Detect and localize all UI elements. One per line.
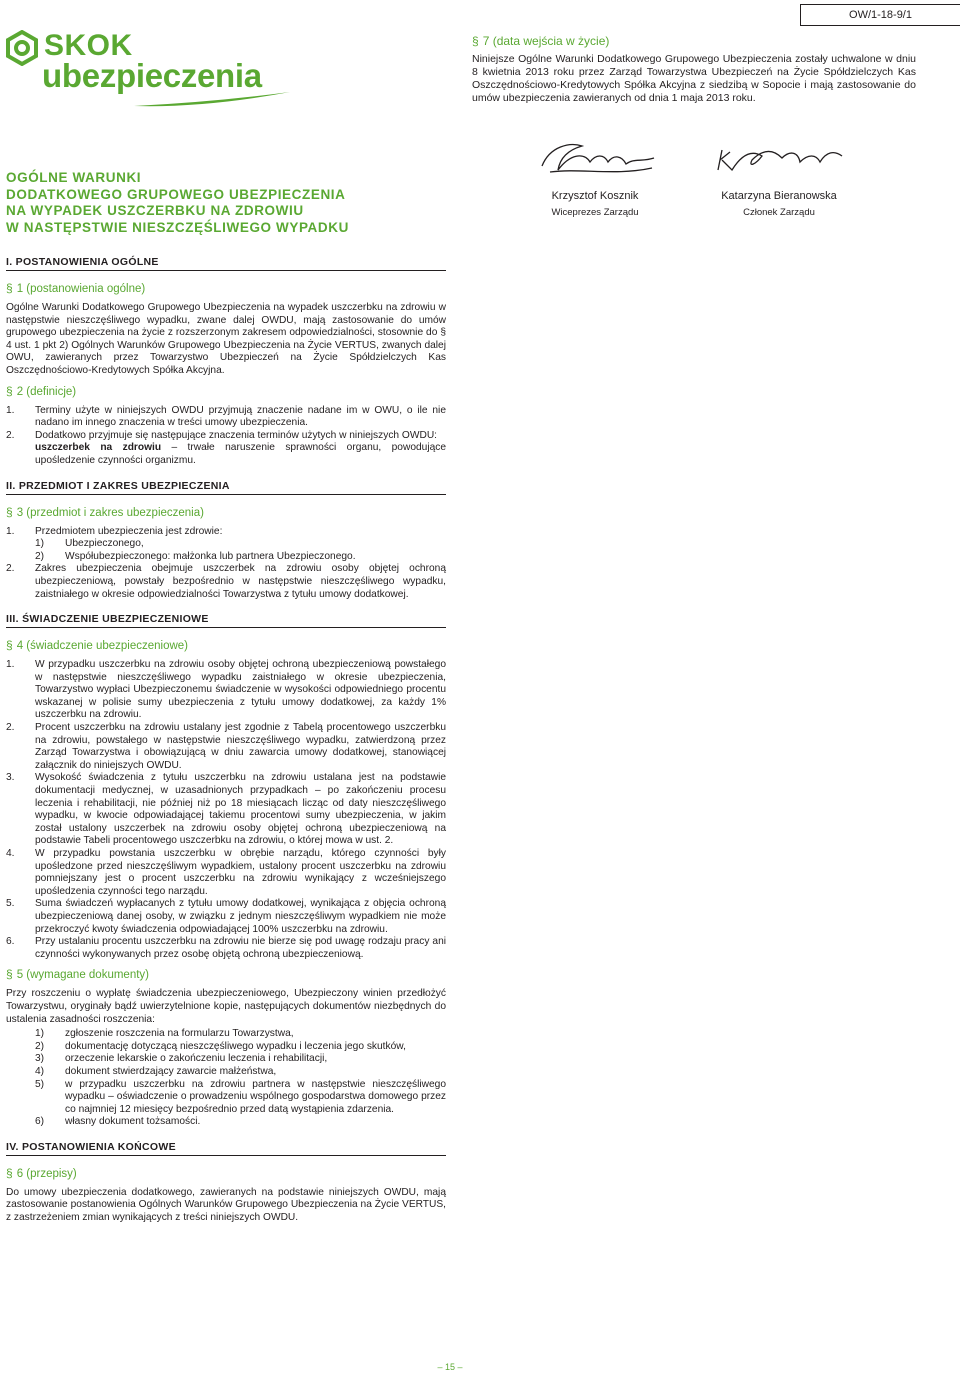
list-item: 3. Wysokość świadczenia z tytułu uszczerbku na zdrowiu ustalana jest na podstawie dokumentacji medycznej, w uzasadnionych przypadkach – po zakończeniu procesu leczenia i rehabilitacji, nie później niż po 18 miesiącach licząc od daty nieszczęśliwego wypadku, w kwocie odpowiadającej takiemu procentowi sumy ubezpieczenia, w jakim został ustalony uszczerbek na zdrowiu osoby objętej ochroną ubezpieczeniową na podstawie Tabeli procentowego uszczerbku na zdrowiu, o której mowa w ust. 2.	[6, 772, 446, 847]
list-item: 2) dokumentację dotyczącą nieszczęśliwego wypadku i leczenia jego skutków,	[35, 1040, 406, 1052]
signature-icon	[712, 136, 846, 184]
defined-term: uszczerbek na zdrowiu	[35, 442, 162, 454]
paragraph-title: 5 (wymagane dokumenty)	[16, 969, 149, 982]
list-item: 4. W przypadku powstania uszczerbku w obrębie narządu, którego czynności były upośledzone przed nieszczęśliwym wypadkiem, ustalony procent uszczerbku na zdrowiu pomniejszany jest o procent uszczerbku na zdrowiu wynikający z wcześniejszego upośledzenia czynności tego narządu.	[6, 848, 446, 897]
document-title-line: OGÓLNE WARUNKI	[6, 170, 142, 185]
numbered-list	[6, 526, 446, 539]
company-logo	[4, 30, 294, 120]
document-title-line: W NASTĘPSTWIE NIESZCZĘŚLIWEGO WYPADKU	[6, 219, 349, 235]
document-code: OW/1-18-9/1	[800, 4, 960, 26]
section-sign-icon: §	[6, 1165, 13, 1180]
sub-list	[6, 1028, 446, 1129]
intro-title: 7 (data wejścia w życie)	[482, 34, 610, 48]
signature-block	[530, 136, 660, 219]
intro-text: Niniejsze Ogólne Warunki Dodatkowego Grupowego Ubezpieczenia zostały uchwalone w dniu 8 kwietnia 2013 roku przez Zarząd Towarzystwa Ubezpieczeń na Życie Spółdzielczych Kas Oszczędnościowo-Kredytowych Spółka Akcyjna z siedzibą w Sopocie i mają zastosowanie do umów ubezpieczenia zawieranych od dnia 1 maja 2013 roku.	[472, 53, 916, 104]
list-item: 5. Suma świadczeń wypłacanych z tytułu umowy dodatkowej, wynikająca z objęcia ochroną ubezpieczeniową danej osoby, w związku z jednym nieszczęśliwym wypadkiem nie może przekroczyć kwoty świadczenia odpowiadającej 100% uszczerbku na zdrowiu.	[6, 898, 446, 935]
list-item: 1) zgłoszenie roszczenia na formularzu Towarzystwa,	[35, 1028, 294, 1040]
list-item: 2. Procent uszczerbku na zdrowiu ustalany jest zgodnie z Tabelą procentowego uszczerbku na zdrowiu, powstałego w następstwie nieszczęśliwego wypadku, zatwierdzoną przez Zarząd Towarzystwa i obowiązującą w dniu zawarcia umowy dodatkowej, stanowiącej załącznik do niniejszych OWDU.	[6, 722, 446, 771]
numbered-list	[6, 659, 446, 961]
paragraph-text: Do umowy ubezpieczenia dodatkowego, zawieranych na podstawie niniejszych OWDU, mają zastosowanie postanowienia Ogólnych Warunków Grupowego Ubezpieczenia na Życie VERTUS, z zastrzeżeniem zmian wynikających z treści niniejszych OWDU.	[6, 1186, 446, 1224]
logo-skok-text: SKOK	[44, 29, 133, 62]
section-sign-icon: §	[6, 383, 13, 398]
list-item: 1. W przypadku uszczerbku na zdrowiu osoby objętej ochroną ubezpieczeniową powstałego w następstwie nieszczęśliwego wypadku zaistniałego w okresie ubezpieczenia, Towarzystwo wypłaci Ubezpieczonemu świadczenie w wysokości odpowiedniego procentu wskazanej w polisie sumy ubezpieczenia z tytułu umowy dodatkowej, za każdy 1% uszczerbku na zdrowiu.	[6, 659, 446, 721]
section-sign-icon: §	[6, 504, 13, 519]
document-title-line: DODATKOWEGO GRUPOWEGO UBEZPIECZENIA	[6, 186, 346, 202]
section-heading: III. ŚWIADCZENIE UBEZPIECZENIOWE	[6, 613, 446, 628]
numbered-list	[6, 405, 446, 468]
section-sign-icon: §	[6, 638, 13, 653]
paragraph-text: Przy roszczeniu o wypłatę świadczenia ubezpieczeniowego, Ubezpieczony winien przedłożyć Towarzystwu, oryginały bądź uwierzytelnione kopie, następujących dokumentów niezbędnych do ustalenia zasadności roszczenia:	[6, 988, 446, 1025]
main-content	[6, 256, 446, 1225]
paragraph-title: 4 (świadczenie ubezpieczeniowe)	[16, 640, 189, 653]
list-item: 4) dokument stwierdzający zawarcie małżeństwa,	[35, 1065, 277, 1077]
section-heading: I. POSTANOWIENIA OGÓLNE	[6, 256, 446, 271]
signature-icon	[530, 136, 660, 184]
sub-list	[6, 538, 446, 563]
list-item: 6. Przy ustalaniu procentu uszczerbku na zdrowiu nie bierze się pod uwagę rodzaju pracy ani czynności wykonywanych przez osobę objętą ochroną ubezpieczeniową.	[6, 936, 446, 960]
list-item: 1. Terminy użyte w niniejszych OWDU przyjmują znaczenie nadane im w OWU, o ile nie nadano im innego znaczenia w treści umowy ubezpieczenia.	[6, 404, 446, 429]
list-item: 1. Przedmiotem ubezpieczenia jest zdrowie:	[6, 525, 223, 537]
logo-ubezpieczenia-text: ubezpieczenia	[42, 57, 262, 94]
logo-emblem-icon	[4, 30, 40, 66]
list-item: 3) orzeczenie lekarskie o zakończeniu leczenia i rehabilitacji,	[35, 1053, 328, 1065]
numbered-list	[6, 563, 446, 601]
list-item: 2. Dodatkowo przyjmuje się następujące znaczenia terminów użytych w niniejszych OWDU: uszczerbek na zdrowiu – trwałe naruszenie sprawności organu, powodujące upośledzenie czynności organizmu.	[6, 429, 447, 466]
signatory-role: Wiceprezes Zarządu	[551, 206, 639, 218]
logo-swoosh-icon	[134, 90, 290, 110]
page-number: – 15 –	[437, 1362, 463, 1372]
list-item: 2. Zakres ubezpieczenia obejmuje uszczerbek na zdrowiu osoby objętej ochroną ubezpieczeniową, powstały bezpośrednio w następstwie nieszczęśliwego wypadku, zaistniałego w okresie odpowiedzialności Towarzystwa z tytułu umowy dodatkowej.	[6, 563, 446, 600]
paragraph-text: Ogólne Warunki Dodatkowego Grupowego Ubezpieczenia na wypadek uszczerbku na zdrowiu w następstwie nieszczęśliwego wypadku, zwane dalej OWDU, mają zastosowanie do umów grupowego ubezpieczenia na życie z rozszerzonym zakresem odpowiedzialności, stosownie do § 4 ust. 1 pkt 2) Ogólnych Warunków Grupowego Ubezpieczenia na Życie VERTUS, zwanych dalej OWU, zawieranych przez Towarzystwo Ubezpieczeń na Życie Spółdzielczych Kas Oszczędnościowo-Kredytowych Spółka Akcyjna.	[6, 302, 446, 376]
signatory-name: Katarzyna Bieranowska	[721, 189, 837, 202]
list-item: 2) Współubezpieczonego: małżonka lub partnera Ubezpieczonego.	[35, 550, 356, 562]
section-sign-icon: §	[6, 967, 13, 982]
list-item: 6) własny dokument tożsamości.	[35, 1116, 201, 1128]
paragraph-title: 2 (definicje)	[16, 385, 77, 398]
list-item: 5) w przypadku uszczerbku na zdrowiu partnera w następstwie nieszczęśliwego wypadku – oświadczenie o prowadzeniu wspólnego gospodarstwa domowego przez co najmniej 12 miesięcy bezpośrednio przed datą wystąpienia zdarzenia.	[35, 1078, 446, 1115]
list-item: 1) Ubezpieczonego,	[35, 538, 144, 550]
section-sign-icon: §	[472, 34, 479, 48]
section-sign-icon: §	[6, 281, 13, 295]
section-heading: II. PRZEDMIOT I ZAKRES UBEZPIECZENIA	[6, 480, 446, 495]
document-title	[6, 170, 436, 236]
signature-block	[712, 136, 846, 219]
paragraph-title: 1 (postanowienia ogólne)	[16, 283, 146, 295]
intro-block	[472, 34, 916, 105]
paragraph-title: 6 (przepisy)	[16, 1167, 77, 1180]
paragraph-title: 3 (przedmiot i zakres ubezpieczenia)	[16, 506, 204, 519]
signatory-name: Krzysztof Kosznik	[551, 189, 639, 202]
section-heading: IV. POSTANOWIENIA KOŃCOWE	[6, 1141, 446, 1156]
signatory-role: Członek Zarządu	[743, 206, 815, 218]
document-title-line: NA WYPADEK USZCZERBKU NA ZDROWIU	[6, 203, 304, 218]
